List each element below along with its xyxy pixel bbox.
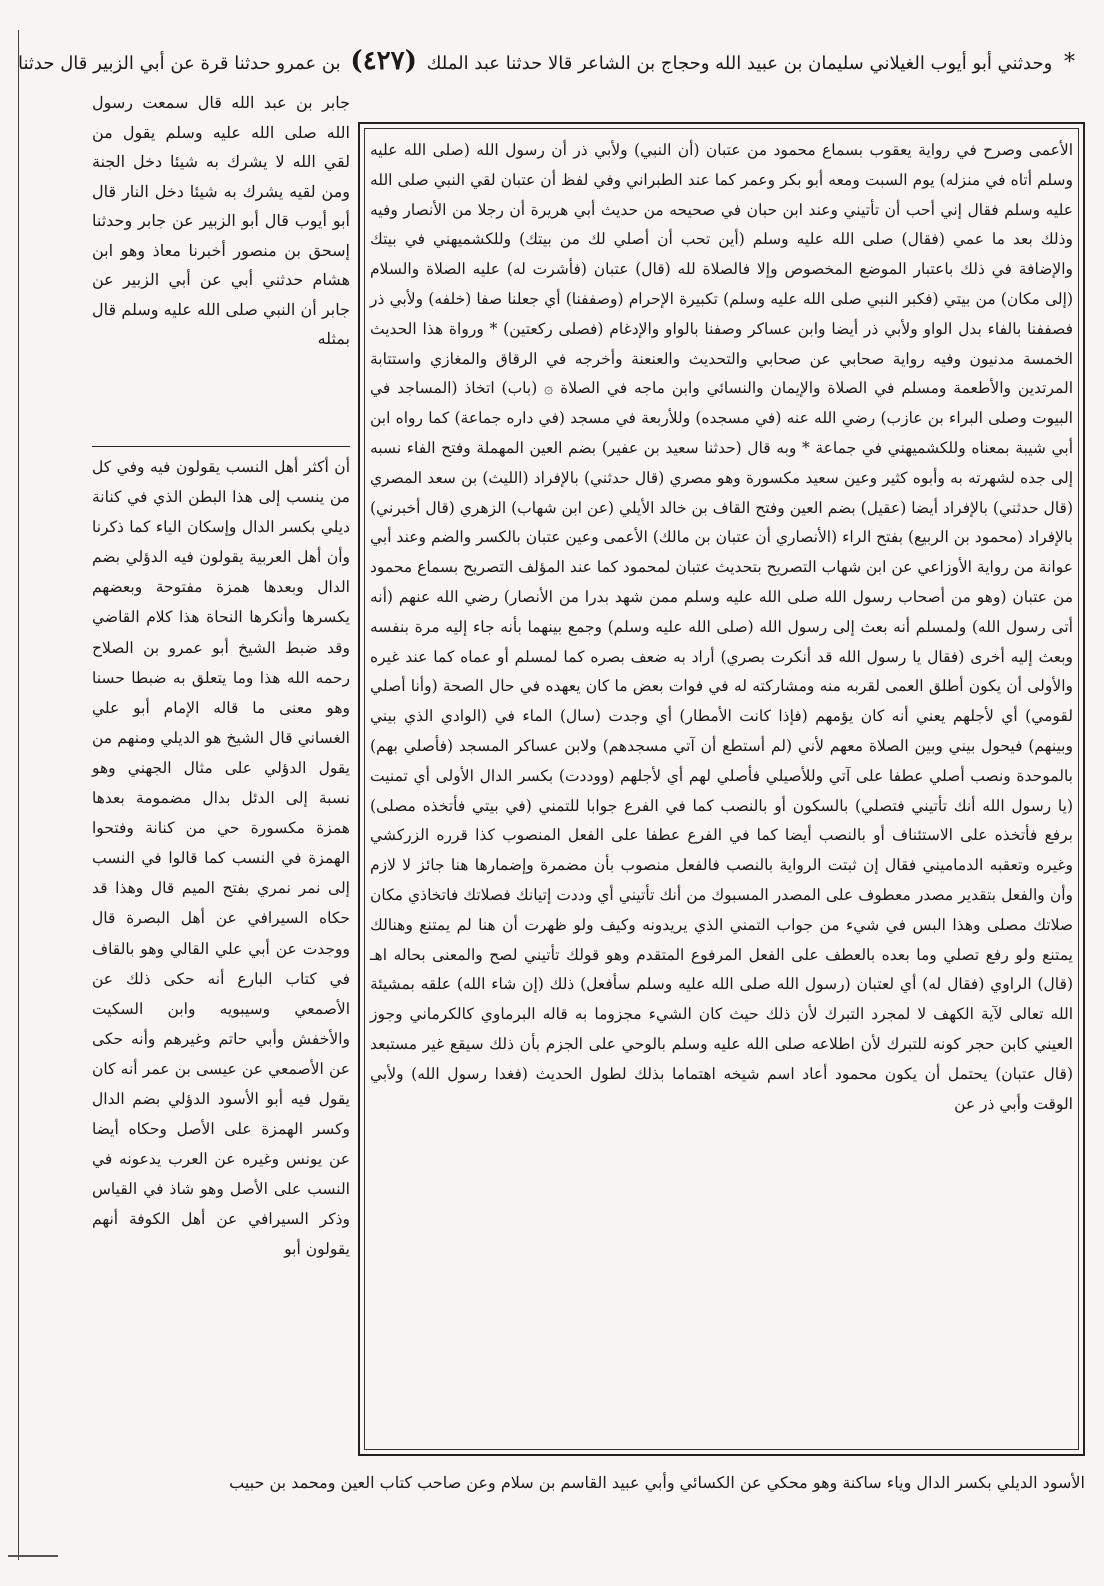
binding-rule	[18, 30, 19, 1560]
header-text-before: وحدثني أبو أيوب الغيلاني سليمان بن عبيد الله وحجاج بن الشاعر قالا حدثنا عبد الملك	[426, 53, 1053, 74]
margin-divider	[92, 446, 350, 447]
main-commentary-paragraph: الأعمى وصرح في رواية يعقوب بسماع محمود من عتبان (أن النبي) ولأبي ذر أن رسول الله (صلى الله عليه وسلم أتاه في منزله) يوم السبت ومعه أبو بكر وعمر كما عند الطبراني وفي لفظ أن عتبان لقي النبي صلى الله عليه وسلم فقال إني أحب أن تأتيني وعند ابن حبان في صحيحه من حديث أبي هريرة أن رجلا من الأنصار وفيه وذلك بعد ما عمي (فقال) صلى الله عليه وسلم (أين تحب أن أصلي لك من بيتك) وللكشميهني في بيتك والإضافة في ذلك باعتبار الموضع المخصوص وإلا فالصلاة لله (قال) عتبان (فأشرت له) عليه الصلاة والسلام (إلى مكان) من بيتي (فكبر النبي صلى الله عليه وسلم) تكبيرة الإحرام (وصففنا) أي جعلنا صفا (خلفه) ولأبي ذر فصففنا بالفاء بدل الواو ولأبي ذر أيضا وابن عساكر وصفنا بالواو والإدغام (فصلى ركعتين) * ورواة هذا الحديث الخمسة مدنيون وفيه رواية صحابي عن صحابي والتحديث والعنعنة وأخرجه في الرقاق والمغازي واستتابة المرتدين والأطعمة ومسلم في الصلاة والإيمان والنسائي وابن ماجه في الصلاة ۞ (باب) اتخاذ (المساجد في البيوت وصلى البراء بن عازب) رضي الله عنه (في مسجده) وللأربعة في مسجد (في داره جماعة) كما رواه ابن أبي شيبة بمعناه وللكشميهني في جماعة * وبه قال (حدثنا سعيد بن عفير) بضم العين المهملة وفتح الفاء نسبه إلى جده لشهرته به وأبوه كثير وعين سعيد مكسورة وهو مصري (قال حدثني) بالإفراد (الليث) بن سعد المصري (قال حدثني) بالإفراد أيضا (عقيل) بضم العين وفتح القاف بن خالد الأيلي (عن ابن شهاب) الزهري (قال أخبرني) بالإفراد (محمود بن الربيع) بفتح الراء (الأنصاري أن عتبان بن مالك) الأعمى وعين عتبان بالكسر والضم وعند أبي عوانة من رواية الأوزاعي عن ابن شهاب التصريح بتحديث عتبان لمحمود كما عند المؤلف التصريح بسماع محمود من عتبان (وهو من أصحاب رسول الله صلى الله عليه وسلم ممن شهد بدرا من الأنصار) رضي الله عنهم (أنه أتى رسول الله) ولمسلم أنه بعث إلى رسول الله (صلى الله عليه وسلم) وجمع بينهما بأنه جاء إليه مرة بنفسه وبعث إليه أخرى (فقال يا رسول الله قد أنكرت بصري) أراد به ضعف بصره كما لمسلم أو عماه كما عند غيره والأولى أن يكون أطلق العمى لقربه منه ومشاركته له في فوات بعض ما كان يعهده في حال الصحة (وأنا أصلي لقومي) أي لأجلهم يعني أنه كان يؤمهم (فإذا كانت الأمطار) أي وجدت (سال) الماء في (الوادي الذي بيني وبينهم) فيحول بيني وبين الصلاة معهم لأني (لم أستطع أن آتي مسجدهم) ولابن عساكر المسجد (فأصلي بهم) بالموحدة ونصب أصلي عطفا على آتي وللأصيلي فأصلي لهم أي لأجلهم (ووددت) بكسر الدال الأولى أي تمنيت (يا رسول الله أنك تأتيني فتصلي) بالسكون أو بالنصب كما في الفرع جوابا للتمني (في بيتي فأتخذه مصلى) برفع فأتخذه على الاستئناف أو بالنصب أيضا كما في الفرع عطفا على الفعل المنصوب كذا قرره الزركشي وغيره وتعقبه الدماميني فقال إن ثبتت الرواية بالنصب فالفعل منصوب بأن مضمرة وإضمارها هنا جائز لا لازم وأن والفعل بتقدير مصدر معطوف على المصدر المسبوك من أنك تأتيني أي وددت إتيانك فصلاتك فاتخاذي مكان صلاتك مصلى وهذا البس في شيء من جواب التمني الذي يريدونه وكيف ولو ظهرت أن هنا لم يمتنع وهنالك يمتنع ولو رفع تصلي وما بعده بالعطف على الفعل المرفوع المتقدم وهو قولك تأتيني لصح والمعنى بحاله اهـ (قال) الراوي (فقال له) أي لعتبان (رسول الله صلى الله عليه وسلم سأفعل) ذلك (إن شاء الله) علقه بمشيئة الله تعالى لآية الكهف لا لمجرد التبرك لأن ذلك حيث كان الشيء مجزوما به قاله البرماوي كالكرماني وجوز العيني كابن حجر كونه للتبرك لأن اطلاعه صلى الله عليه وسلم بالوحي على الجزم بأن ذلك سيقع غير مستبعد (قال عتبان) يحتمل أن يكون محمود أعاد اسم شيخه اهتماما بذلك لطول الحديث (فغدا رسول الله) ولأبي الوقت وأبي ذر عن	[370, 141, 1073, 1113]
header-text-after: بن عمرو حدثنا قرة عن أبي الزبير قال حدثنا	[18, 53, 341, 74]
corner-mark	[8, 1555, 58, 1557]
page-header	[18, 40, 1075, 82]
page-footer-line: الأسود الديلي بكسر الدال وياء ساكنة وهو محكي عن الكسائي وأبي عبيد القاسم بن سلام وعن صاحب كتاب العين ومحمد بن حبيب	[229, 1473, 1085, 1492]
margin-hadith-paragraph: جابر بن عبد الله قال سمعت رسول الله صلى الله عليه وسلم يقول من لقي الله لا يشرك به شيئا دخل الجنة ومن لقيه يشرك به شيئا دخل النار قال أبو أيوب قال أبو الزبير عن جابر وحدثنا إسحق بن منصور أخبرنا معاذ وهو ابن هشام حدثني أبي عن أبي الزبير عن جابر أن النبي صلى الله عليه وسلم قال بمثله	[92, 93, 350, 348]
main-commentary-text	[370, 136, 1073, 1446]
margin-commentary-text	[92, 452, 350, 1476]
header-star: *	[1064, 50, 1075, 75]
margin-hadith-text	[92, 88, 350, 440]
page-number: (٤٢٧)	[350, 46, 417, 76]
margin-commentary-paragraph: أن أكثر أهل النسب يقولون فيه وفي كل من ينسب إلى هذا البطن الذي في كنانة ديلي بكسر الدال وإسكان الياء كما ذكرنا وأن أهل العربية يقولون فيه الدؤلي بضم الدال وبعدها همزة مفتوحة وبعضهم يكسرها وأنكرها النحاة هذا كلام القاضي وقد ضبط الشيخ أبو عمرو بن الصلاح رحمه الله هذا وما يتعلق به ضبطا حسنا وهو معنى ما قاله الإمام أبو علي الغساني قال الشيخ هو الديلي ومنهم من يقول الدؤلي على مثال الجهني وهو نسبة إلى الدئل بدال مضمومة بعدها همزة مكسورة حي من كنانة وفتحوا الهمزة في النسب كما قالوا في النسب إلى نمر نمري بفتح الميم قال وهذا قد حكاه السيرافي عن أهل البصرة قال ووجدت عن أبي علي القالي وهو بالقاف في كتاب البارع أنه حكى ذلك عن الأصمعي وسيبويه وابن السكيت والأخفش وأبي حاتم وغيرهم وأنه حكى عن الأصمعي عن عيسى بن عمر أنه كان يقول فيه أبو الأسود الدؤلي بضم الدال وكسر الهمزة على الأصل وحكاه أيضا عن يونس وغيره عن العرب يدعونه في النسب على الأصل وهو شاذ في القياس وذكر السيرافي عن أهل الكوفة أنهم يقولون أبو	[92, 458, 350, 1259]
